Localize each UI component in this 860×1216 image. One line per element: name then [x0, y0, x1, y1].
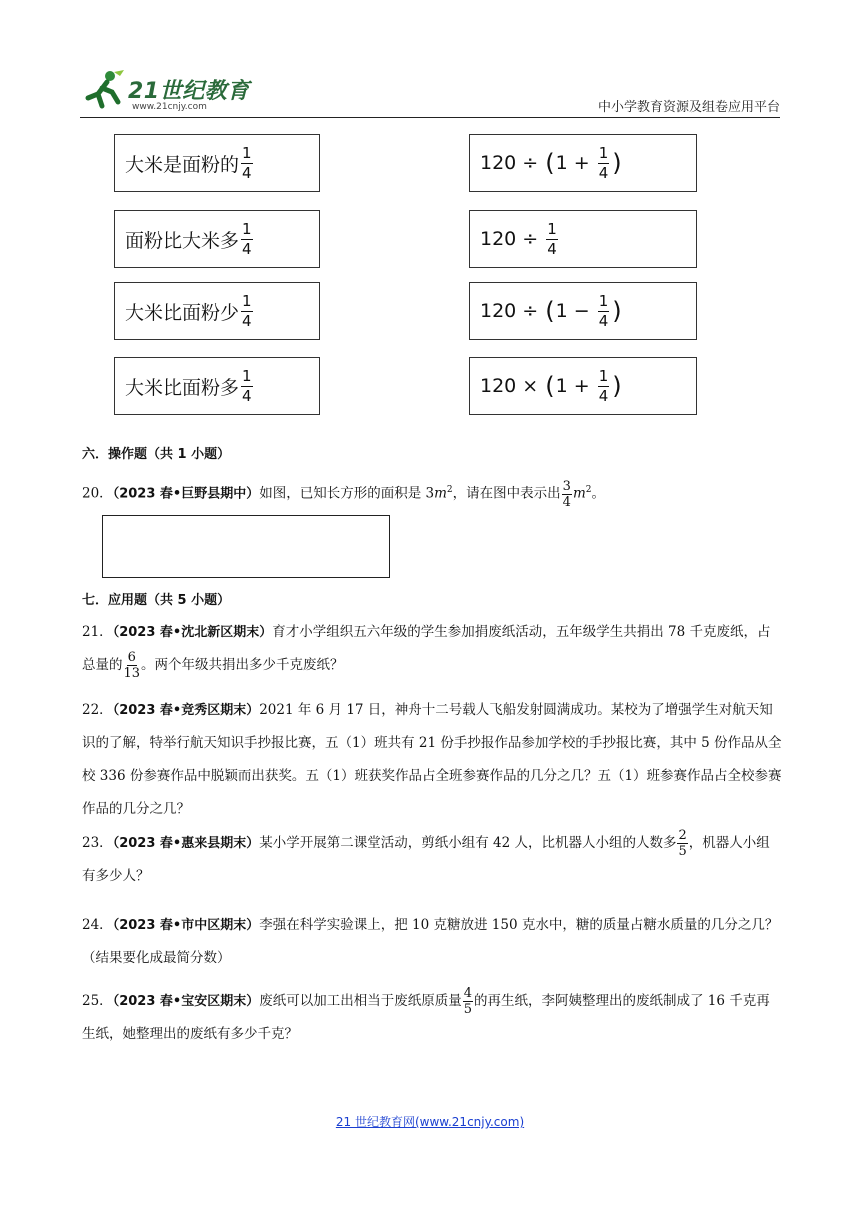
match-right-box-3: 120 ÷ ( 1 − $\frac{1}{4}$ ) [469, 282, 697, 340]
fraction: $\frac{1}{4}$ [242, 291, 252, 330]
fraction: $\frac{4}{5}$ [463, 986, 472, 1017]
rectangle-figure [102, 515, 390, 578]
question-23: 23．（2023 春•惠来县期末）某小学开展第二课堂活动，剪纸小组有 42 人，比机器人小组的人数多 $\frac{2}{5}$ ，机器人小组有多少人？ [82, 828, 770, 884]
match-right-box-2: 120 ÷ $\frac{1}{4}$ [469, 210, 697, 268]
fraction: $\frac{6}{13}$ [123, 650, 141, 681]
platform-title: 中小学教育资源及组卷应用平台 [597, 100, 780, 115]
match-left-text: 大米比面粉少 [125, 301, 240, 324]
fraction: $\frac{1}{4}$ [242, 143, 252, 182]
match-right-box-4: 120 × ( 1 + $\frac{1}{4}$ ) [469, 357, 697, 415]
match-left-box-4 [114, 357, 320, 415]
fraction: $\frac{1}{4}$ [242, 366, 252, 405]
fraction: $\frac{1}{4}$ [598, 143, 609, 182]
fraction: $\frac{1}{4}$ [598, 366, 609, 405]
fraction: $\frac{1}{4}$ [242, 219, 252, 258]
footer-link[interactable]: 21 世纪教育网(www.21cnjy.com) [335, 1115, 525, 1129]
question-24: 24．（2023 春•市中区期末）李强在科学实验课上，把 10 克糖放进 150 克水中，糖的质量占糖水质量的几分之几？（结果要化成最简分数） [82, 917, 779, 966]
logo-brand: 21世纪教育 [128, 79, 250, 104]
match-left-text: 大米比面粉多 [125, 376, 240, 399]
question-25: 25．（2023 春•宝安区期末）废纸可以加工出相当于废纸原质量 $\frac{4}{5}$ 的再生纸，李阿姨整理出的废纸制成了 16 千克再生纸，她整理出的废纸有多少千克？ [82, 986, 770, 1042]
match-left-text: 面粉比大米多 [125, 229, 240, 252]
match-left-box-2 [114, 210, 320, 268]
logo [80, 68, 260, 118]
page-header [80, 66, 780, 118]
fraction: $\frac{3}{4}$ [562, 478, 571, 510]
fraction: $\frac{1}{4}$ [598, 291, 609, 330]
match-left-box-1 [114, 134, 320, 192]
fraction: $\frac{1}{4}$ [547, 219, 557, 258]
header-rule [80, 117, 780, 118]
question-22: 22．（2023 春•竞秀区期末）2021 年 6 月 17 日，神舟十二号载人飞船发射圆满成功。某校为了增强学生对航天知识的了解，特举行航天知识手抄报比赛，五（1）班共有 21 份手抄报作品参加学校的手抄报比赛，其中 5 份作品从全校 336 份参赛作品中脱颖而出获奖。五（1）班获奖作品占全班参赛作品的几分之几？五（1）班参赛作品占全校参赛作品的几分之几？ [82, 702, 782, 817]
match-left-box-3 [114, 282, 320, 340]
section-heading: 六．操作题（共 1 小题） [82, 447, 231, 462]
question-21: 21．（2023 春•沈北新区期末）育才小学组织五六年级的学生参加捐废纸活动，五年级学生共捐出 78 千克废纸，占总量的 $\frac{6}{13}$ 。两个年级共捐出多少千克废纸？ [82, 624, 771, 681]
match-left-text: 大米是面粉的 [125, 153, 240, 176]
section-heading: 七．应用题（共 5 小题） [82, 593, 231, 608]
fraction: $\frac{2}{5}$ [678, 828, 687, 859]
logo-url: www.21cnjy.com [132, 102, 207, 112]
match-right-box-1: 120 ÷ ( 1 + $\frac{1}{4}$ ) [469, 134, 697, 192]
runner-logo-icon [80, 68, 126, 112]
question-20: 20．（2023 春•巨野县期中）如图，已知长方形的面积是 $3m^2$，请在图中表示出 $\frac{3}{4}$ $m^2$。 [82, 478, 605, 510]
